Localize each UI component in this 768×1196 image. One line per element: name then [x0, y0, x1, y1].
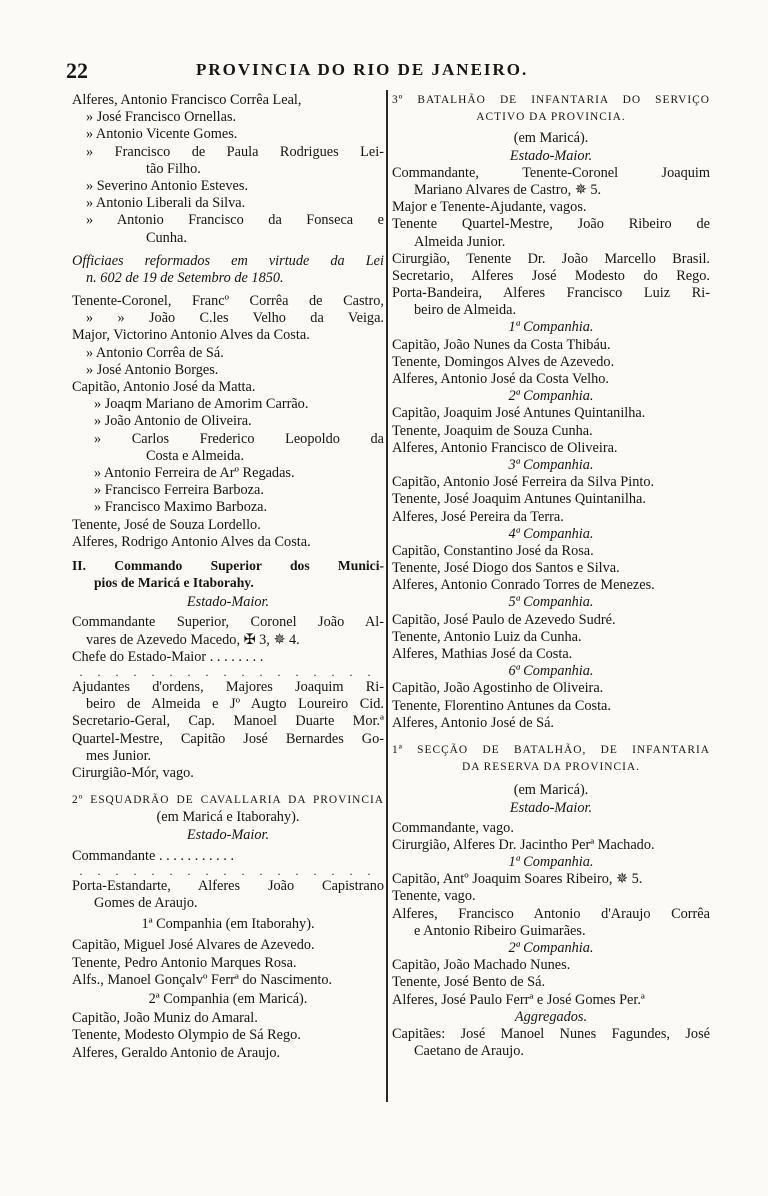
text-line: Chefe do Estado-Maior . . . . . . . . [72, 648, 264, 665]
page-number: 22 [66, 58, 88, 83]
text-line: Alferes, Antonio Francisco de Oliveira. [392, 439, 618, 456]
text-line: Tenente, Domingos Alves de Azevedo. [392, 353, 615, 370]
section-subheading: Estado-Maior. [509, 147, 593, 164]
text-line: Alferes, Antonio José da Costa Velho. [392, 371, 609, 387]
text-line: Tenente, Modesto Olympio de Sá Rego. [72, 1027, 301, 1044]
text-line: » João Antonio de Oliveira. [94, 413, 252, 430]
text-line: Major e Tenente-Ajudante, vagos. [392, 199, 587, 216]
section-heading: II. Commando Superior dos Munici- [72, 557, 384, 573]
company-title: 2ª Companhia. [508, 388, 594, 405]
company-title: 2ª Companhia (em Maricá). [148, 991, 308, 1007]
text-line: » Antonio Francisco da Fonseca e [86, 212, 384, 229]
text-line: Capitão, Joaquim José Antunes Quintanilha. [392, 405, 646, 422]
company-title: 5ª Companhia. [508, 594, 594, 611]
text-line: vares de Azevedo Macedo, ✠ 3, ✵ 4. [86, 631, 300, 648]
dot-leader: . . . . . . . . . . . . . . . . . [79, 666, 377, 679]
left-column [72, 92, 384, 1062]
text-line: Tenente Quartel-Mestre, João Ribeiro de [392, 216, 710, 233]
text-line: » Francisco Maximo Barboza. [94, 499, 268, 516]
section-heading: pios de Maricá e Itaborahy. [94, 575, 254, 591]
text-line: Commandante Superior, Coronel João Al- [72, 614, 384, 631]
text-line: » Antonio Ferreira de Arº Regadas. [94, 464, 295, 481]
text-line: tão Filho. [146, 160, 201, 177]
text-line: Alfs., Manoel Gonçalvº Ferrª do Nascimento. [72, 971, 333, 988]
text-line: Mariano Alvares de Castro, ✵ 5. [414, 181, 602, 198]
text-line: Ajudantes d'ordens, Majores Joaquim Ri- [72, 679, 384, 695]
company-title: 2ª Companhia. [508, 940, 594, 956]
text-line: Cirurgião, Tenente Dr. João Marcello Brasil. [392, 250, 710, 267]
text-line: Capitães: José Manoel Nunes Fagundes, José [392, 1025, 710, 1042]
section-place: (em Maricá e Itaborahy). [156, 809, 300, 826]
text-line: » Antonio Liberali da Silva. [86, 195, 246, 212]
text-line: » Antonio Vicente Gomes. [86, 126, 238, 143]
text-line: Tenente, Antonio Luiz da Cunha. [392, 628, 582, 645]
text-line: Almeida Junior. [414, 233, 506, 250]
text-line: Tenente, Joaquim de Souza Cunha. [392, 422, 593, 439]
text-line: Alferes, Antonio Francisco Corrêa Leal, [72, 92, 302, 108]
text-line: Alferes, Antonio Conrado Torres de Menezes. [392, 577, 655, 594]
text-line: Capitão, João Nunes da Costa Thibáu. [392, 336, 611, 353]
section-place: (em Maricá). [513, 130, 589, 147]
text-line: Alferes, Francisco Antonio d'Araujo Corrêa [392, 905, 710, 922]
text-line: » Francisco de Paula Rodrigues Lei- [86, 143, 384, 160]
text-line: Alferes, Rodrigo Antonio Alves da Costa. [72, 533, 311, 550]
section-heading: Officiaes reformados em virtude da Lei [72, 252, 384, 269]
text-line: » » João C.les Velho da Veiga. [86, 310, 384, 327]
text-line: beiro de Almeida. [414, 302, 517, 319]
text-line: Capitão, João Agostinho de Oliveira. [392, 680, 604, 697]
text-line: mes Junior. [86, 747, 152, 764]
dot-leader: . . . . . . . . . . . . . . . . . [79, 864, 377, 878]
text-line: Major, Victorino Antonio Alves da Costa. [72, 327, 310, 344]
text-line: beiro de Almeida e Jº Augto Loureiro Cid. [86, 696, 384, 713]
section-heading: DA RESERVA DA PROVINCIA. [462, 761, 640, 774]
section-place: (em Maricá). [513, 782, 589, 799]
text-line: Tenente, Pedro Antonio Marques Rosa. [72, 954, 297, 971]
text-line: Cunha. [146, 229, 187, 246]
text-line: Capitão, José Paulo de Azevedo Sudré. [392, 611, 616, 628]
section-subheading: Estado-Maior. [509, 799, 593, 816]
section-heading: 1ª SECÇÃO DE BATALHÃO, DE INFANTARIA [392, 743, 710, 756]
text-line: Tenente-Coronel, Francº Corrêa de Castro, [72, 293, 384, 310]
page-title: PROVINCIA DO RIO DE JANEIRO. [196, 60, 529, 79]
text-line: e Antonio Ribeiro Guimarães. [414, 922, 586, 939]
text-line: Tenente, José Diogo dos Santos e Silva. [392, 560, 620, 577]
text-line: Tenente, Florentino Antunes da Costa. [392, 697, 611, 714]
text-line: Porta-Estandarte, Alferes João Capistrano [72, 877, 384, 894]
text-line: Capitão, Antonio José da Matta. [72, 379, 256, 395]
text-line: Tenente, José Bento de Sá. [392, 974, 546, 991]
text-line: Cirurgião, Alferes Dr. Jacintho Perª Machado. [392, 836, 655, 853]
text-line: Alferes, Antonio José de Sá. [392, 714, 555, 731]
text-line: Quartel-Mestre, Capitão José Bernardes Go- [72, 730, 384, 747]
text-line: » Joaqm Mariano de Amorim Carrão. [94, 396, 309, 413]
text-line: » Severino Antonio Esteves. [86, 177, 249, 194]
text-line: Alferes, Mathias José da Costa. [392, 646, 573, 662]
text-line: Tenente, vago. [392, 888, 476, 905]
section-heading: 3º BATALHÃO DE INFANTARIA DO SERVIÇO [392, 94, 710, 106]
text-line: Secretario, Alferes José Modesto do Rego. [392, 267, 710, 284]
text-line: Tenente, José Joaquim Antunes Quintanilha. [392, 491, 646, 508]
text-line: Commandante, Tenente-Coronel Joaquim [392, 164, 710, 181]
text-line: Alferes, José Paulo Ferrª e José Gomes Per.ª [392, 991, 645, 1008]
text-line: Secretario-Geral, Cap. Manoel Duarte Mor.ª [72, 713, 384, 730]
section-heading: ACTIVO DA PROVINCIA. [476, 111, 626, 124]
text-line: Capitão, João Machado Nunes. [392, 957, 571, 974]
text-line: Gomes de Araujo. [94, 895, 198, 912]
section-subheading: Estado-Maior. [186, 594, 270, 611]
text-line: Caetano de Araujo. [414, 1043, 524, 1060]
text-line: » Francisco Ferreira Barboza. [94, 482, 264, 499]
company-title: 1ª Companhia (em Itaborahy). [141, 916, 315, 933]
section-subheading: Estado-Maior. [186, 826, 270, 843]
column-divider [386, 90, 388, 1102]
text-line: » Carlos Frederico Leopoldo da [94, 430, 384, 447]
text-line: Capitão, Miguel José Alvares de Azevedo. [72, 937, 315, 954]
text-line: Alferes, José Pereira da Terra. [392, 508, 564, 525]
company-title: 3ª Companhia. [508, 456, 594, 473]
text-line: Commandante . . . . . . . . . . . [72, 847, 235, 864]
right-column [392, 92, 710, 1060]
company-title: Aggregados. [514, 1008, 588, 1025]
company-title: 1ª Companhia. [508, 319, 594, 336]
text-line: Capitão, Antº Joaquim Soares Ribeiro, ✵ 5. [392, 871, 643, 888]
section-heading: 2º ESQUADRÃO DE CAVALLARIA DA PROVINCIA [72, 794, 384, 807]
text-line: Cirurgião-Mór, vago. [72, 764, 194, 781]
text-line: Porta-Bandeira, Alferes Francisco Luiz Ri- [392, 285, 710, 302]
text-line: Capitão, Antonio José Ferreira da Silva Pinto. [392, 474, 655, 491]
company-title: 1ª Companhia. [508, 854, 594, 871]
text-line: Capitão, Constantino José da Rosa. [392, 542, 594, 559]
text-line: Commandante, vago. [392, 819, 514, 836]
text-line: Capitão, João Muniz do Amaral. [72, 1010, 258, 1027]
text-line: » Antonio Corrêa de Sá. [86, 344, 224, 361]
text-line: » José Antonio Borges. [86, 361, 219, 378]
company-title: 4ª Companhia. [508, 525, 594, 542]
text-line: Tenente, José de Souza Lordello. [72, 516, 261, 533]
page-header [66, 58, 706, 83]
text-line: Alferes, Geraldo Antonio de Araujo. [72, 1044, 281, 1061]
company-title: 6ª Companhia. [508, 663, 594, 680]
text-line: » José Francisco Ornellas. [86, 109, 237, 126]
section-heading: n. 602 de 19 de Setembro de 1850. [86, 269, 284, 286]
text-line: Costa e Almeida. [146, 447, 245, 464]
